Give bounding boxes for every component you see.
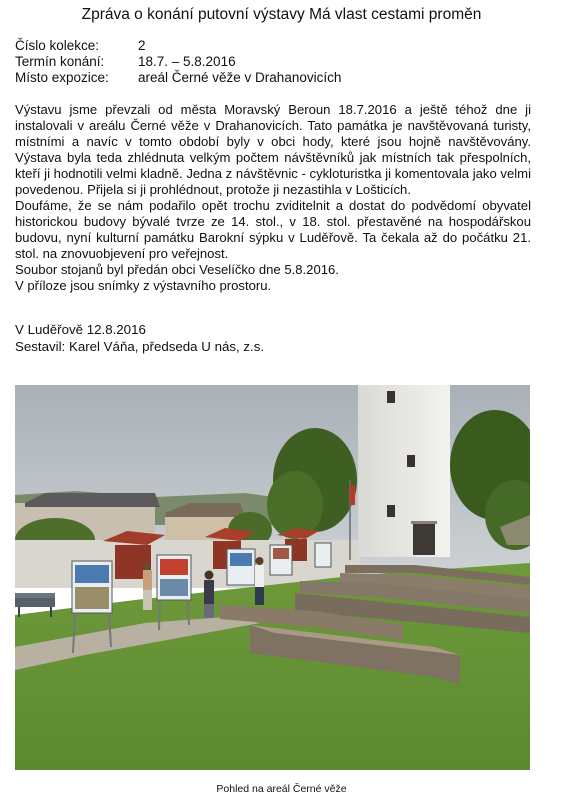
author: Sestavil: Karel Váňa, předseda U nás, z.s. <box>15 338 265 354</box>
tower <box>358 385 450 557</box>
meta-value: 2 <box>138 38 146 53</box>
meta-label: Místo expozice: <box>15 70 109 85</box>
meta-label: Číslo kolekce: <box>15 38 100 53</box>
place-date: V Luděřově 12.8.2016 <box>15 322 146 337</box>
meta-value: areál Černé věže v Drahanovicích <box>138 70 342 85</box>
exhibition-photo <box>15 385 530 770</box>
photo-caption: Pohled na areál Černé věže <box>216 783 347 795</box>
signature-block <box>15 322 264 355</box>
document-title: Zpráva o konání putovní výstavy Má vlast cestami proměn <box>81 6 482 23</box>
flag <box>350 485 355 505</box>
meta-label: Termín konání: <box>15 54 105 69</box>
report-body <box>15 102 531 294</box>
paragraph: V příloze jsou snímky z výstavního prostoru. <box>15 278 272 293</box>
paragraph: Doufáme, že se nám podařilo opět trochu zviditelnit a dostat do podvědomí obyvatel historickou budovy bývalé tvrze ze 14. stol., v 18. stol. přestavěné na hospodářskou budovu, nyní kulturní památku Barokní sýpku v Luděřově. Ta čekala až do počátku 21. stol. na znovuobjevení pro veřejnost. <box>15 198 531 261</box>
meta-value: 18.7. – 5.8.2016 <box>138 54 236 69</box>
paragraph: Soubor stojanů byl předán obci Veselíčko dne 5.8.2016. <box>15 262 339 277</box>
paragraph: Výstavu jsme převzali od města Moravský Beroun 18.7.2016 a ještě téhož dne ji instalovali v areálu Černé věže v Drahanovicích. Tato památka je navštěvovaná turisty, místními a navíc v tomto období byly v obci hody, které jsou hojně navštěvovány. Výstava byla teda zhlédnuta velkým počtem návštěvníků jak místních tak přespolních, kteří ji hodnotili velmi kladně. Jedna z návštěvnic - cykloturistka ji komentovala jako velmi povedenou. Přijela si ji prohlédnout, protože ji nezastihla v Lošticích. <box>15 102 531 197</box>
